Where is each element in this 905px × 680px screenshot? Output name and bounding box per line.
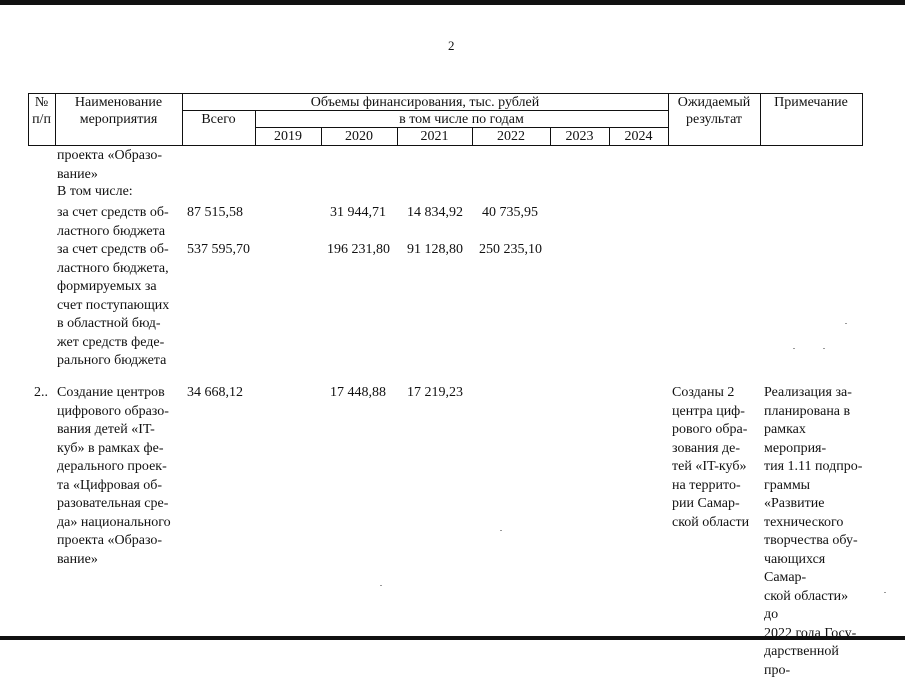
row-note: Реализация за- планирована в рамках мероприя- тия 1.11 подпро- граммы «Развитие технического творчества обу- чающихся Самар- ской области» до 2022 года Госу- дарственной про-: [764, 385, 863, 678]
row-name: Создание центров цифрового образо- вания детей «IT- куб» в рамках фе- дерального проек- та «Цифровая об- разовательная сре- да» национального проекта «Образо- вание»: [57, 385, 171, 567]
header-total: Всего: [201, 112, 236, 127]
header-result-line1: Ожидаемый: [677, 95, 751, 110]
row-total: 87 515,58: [187, 205, 243, 220]
row-number: 2..: [34, 385, 48, 400]
row-name: за счет средств об- ластного бюджета: [57, 205, 169, 239]
header-year-2021: 2021: [420, 129, 449, 144]
header-year-2020: 2020: [345, 129, 373, 144]
row-name: В том числе:: [57, 184, 133, 199]
row-total: 537 595,70: [187, 242, 250, 257]
top-border: [0, 0, 905, 5]
header-year-2019: 2019: [274, 129, 302, 144]
row-2022: 40 735,95: [482, 205, 538, 220]
header-name-line2: мероприятия: [79, 112, 158, 127]
scan-speck: [845, 323, 847, 324]
scan-speck: [793, 348, 795, 349]
header-result-line2: результат: [685, 112, 743, 127]
header-year-2023: 2023: [565, 129, 594, 144]
scan-speck: [884, 592, 886, 593]
header-year-2024: 2024: [624, 129, 653, 144]
row-2021: 14 834,92: [407, 205, 463, 220]
row-2020: 31 944,71: [330, 205, 386, 220]
scan-speck: [380, 585, 382, 586]
header-by-years: в том числе по годам: [399, 112, 524, 127]
row-2022: 250 235,10: [479, 242, 542, 257]
row-2020: 17 448,88: [330, 385, 386, 400]
scan-speck: [500, 530, 502, 531]
header-name-line1: Наименование: [74, 95, 163, 110]
row-total: 34 668,12: [187, 385, 243, 400]
row-result: Созданы 2 центра циф- рового обра- зования де- тей «IT-куб» на террито- рии Самар- ской области: [672, 385, 750, 530]
header-year-2022: 2022: [497, 129, 525, 144]
header-num-line2: п/п: [32, 112, 51, 127]
header-note: Примечание: [774, 95, 848, 110]
page-number: 2: [448, 38, 455, 53]
header-funding: Объемы финансирования, тыс. рублей: [310, 95, 540, 110]
scan-speck: [823, 348, 825, 349]
row-name: за счет средств об- ластного бюджета, формируемых за счет поступающих в областной бюд- жет средств феде- рального бюджета: [57, 242, 170, 368]
row-2021: 91 128,80: [407, 242, 463, 257]
header-num-line1: №: [34, 95, 49, 110]
row-2020: 196 231,80: [327, 242, 390, 257]
row-name: проекта «Образо- вание»: [57, 148, 163, 182]
row-2021: 17 219,23: [407, 385, 463, 400]
